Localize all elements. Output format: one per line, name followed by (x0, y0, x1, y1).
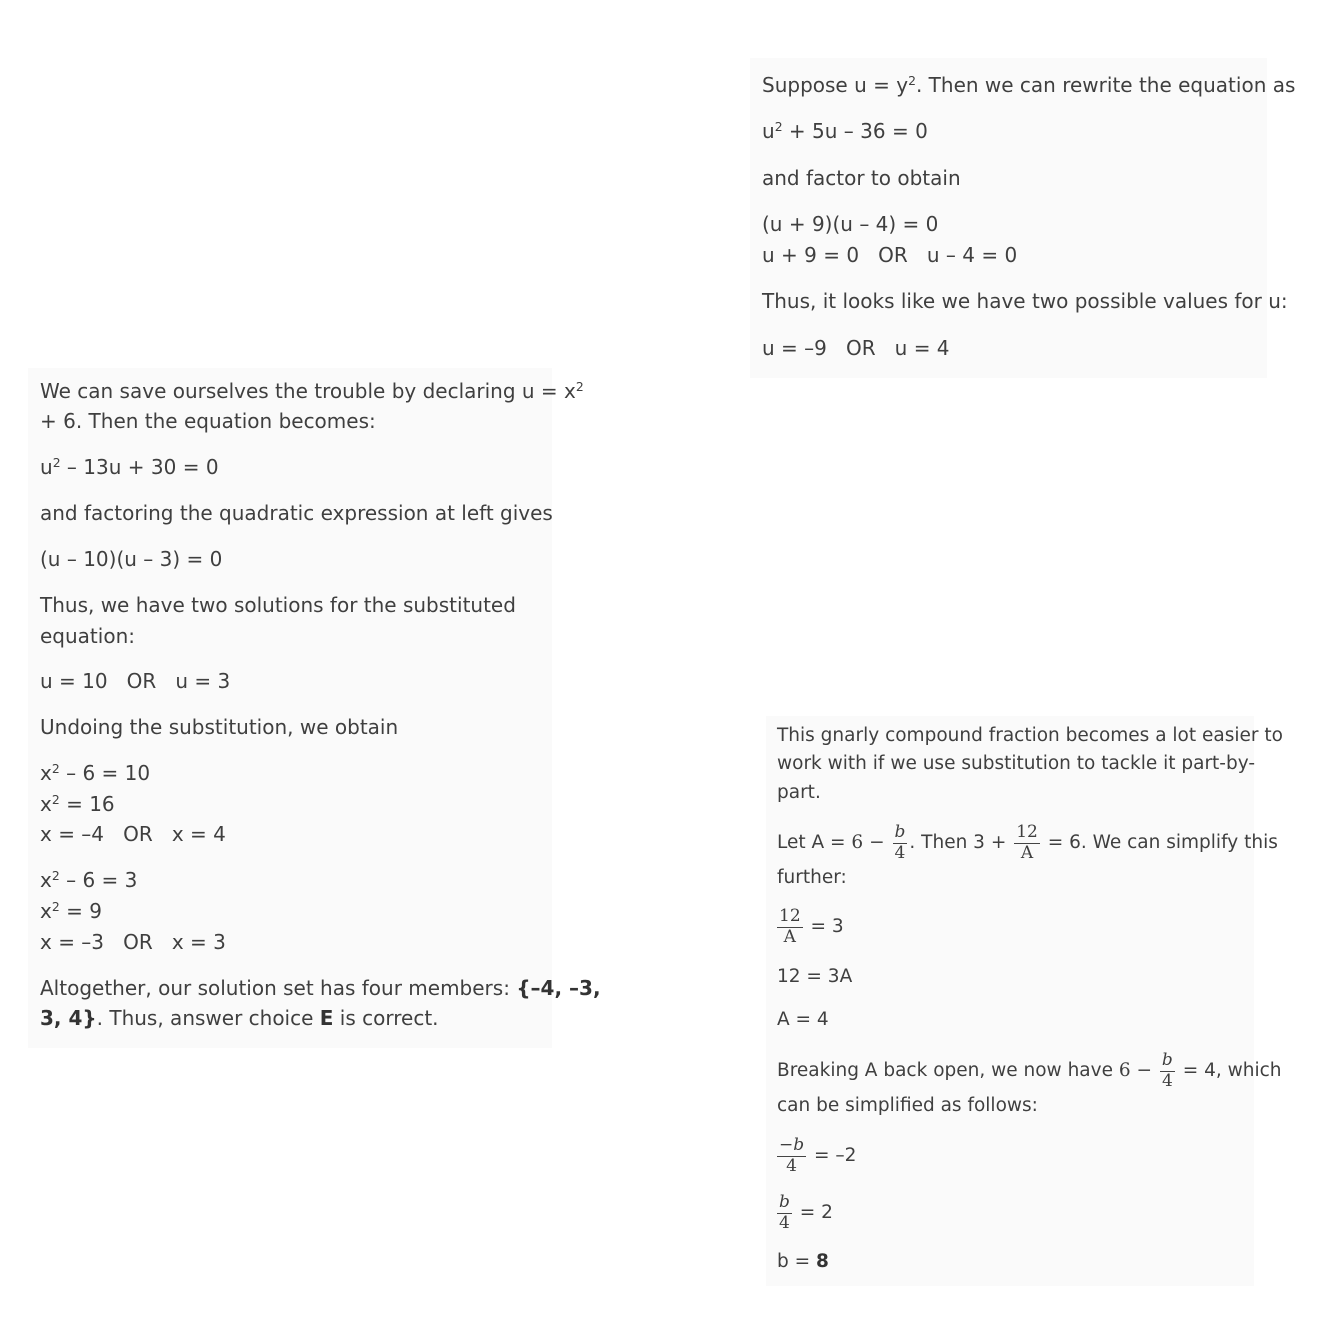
text: Breaking A back open, we now have (777, 1060, 1119, 1081)
final-answer: 8 (816, 1251, 829, 1272)
superscript: 2 (51, 868, 60, 884)
superscript: 2 (51, 899, 60, 915)
equation-line (777, 902, 844, 952)
equation-line (40, 759, 150, 787)
text: = –2 (808, 1145, 857, 1166)
solution-set: 3, 4} (40, 1006, 97, 1030)
equation-line (40, 453, 219, 481)
equation-line (40, 897, 102, 925)
text: = 3 (804, 916, 844, 937)
numerator: 12 (1016, 821, 1038, 842)
equation-line: (u – 10)(u – 3) = 0 (40, 547, 223, 571)
fraction-b-over-4 (893, 821, 908, 863)
text: u (762, 119, 775, 143)
text-line: work with if we use substitution to tackle it part-by- (777, 753, 1256, 774)
equation-line (777, 1188, 833, 1238)
superscript: 2 (51, 761, 60, 777)
equation-line (777, 1249, 829, 1275)
text: Altogether, our solution set has four members: (40, 976, 517, 1000)
text: b = (777, 1251, 817, 1272)
denominator: 4 (786, 1155, 797, 1176)
denominator: 4 (779, 1212, 790, 1233)
text-line: Undoing the substitution, we obtain (40, 715, 399, 739)
text-line: further: (777, 867, 847, 888)
minus-sign: − (869, 832, 885, 853)
equation-line (777, 1046, 1282, 1096)
equation-line (762, 117, 928, 145)
text: x (40, 899, 52, 923)
number: 6 (1118, 1060, 1131, 1081)
text: = 4, which (1176, 1060, 1282, 1081)
equation-line (40, 790, 115, 818)
denominator: A (1020, 842, 1034, 863)
text-line: part. (777, 782, 821, 803)
text: u (40, 455, 53, 479)
numerator: b (1161, 1049, 1173, 1070)
text: x (40, 792, 52, 816)
numerator: b (779, 1191, 790, 1212)
text-line: + 6. Then the equation becomes: (40, 409, 376, 433)
text: = 9 (59, 899, 102, 923)
text-line: Thus, it looks like we have two possible values for u: (762, 289, 1288, 313)
text: x (40, 761, 52, 785)
text-line: can be simplified as follows: (777, 1095, 1038, 1116)
text: Suppose u = y (762, 73, 909, 97)
solution-panel-left (28, 368, 601, 1048)
fraction-b-over-4 (777, 1191, 792, 1233)
text-line (40, 377, 584, 405)
text: is correct. (333, 1006, 439, 1030)
text-line (762, 71, 1295, 99)
superscript: 2 (52, 455, 61, 471)
text: = 16 (59, 792, 115, 816)
text: x (40, 868, 52, 892)
equation-line: u + 9 = 0 OR u – 4 = 0 (762, 243, 1018, 267)
equation-line: x = –3 OR x = 3 (40, 930, 226, 954)
text: – 6 = 3 (59, 868, 138, 892)
equation-line: 12 = 3A (777, 966, 853, 987)
equation-line (40, 866, 137, 894)
number: 6 (851, 832, 864, 853)
text: – 6 = 10 (59, 761, 151, 785)
answer-choice: E (319, 1006, 334, 1030)
equation-line: (u + 9)(u – 4) = 0 (762, 212, 939, 236)
solution-panel-top-right (750, 58, 1296, 378)
text-line: This gnarly compound fraction becomes a lot easier to (777, 725, 1283, 746)
numerator: 12 (779, 905, 801, 926)
fraction-12-over-A (777, 905, 803, 947)
numerator: −b (779, 1134, 805, 1155)
equation-line (777, 819, 1278, 867)
minus-sign: − (1136, 1060, 1153, 1081)
text-line: equation: (40, 624, 135, 648)
superscript: 2 (575, 379, 584, 395)
equation-line: u = –9 OR u = 4 (762, 336, 950, 360)
denominator: 4 (894, 842, 906, 863)
text: . Thus, answer choice (96, 1006, 320, 1030)
text-line (40, 1004, 439, 1032)
numerator: b (894, 821, 906, 842)
equation-line (777, 1130, 856, 1182)
fraction-12-over-A (1014, 821, 1040, 863)
solution-panel-bottom-right (766, 716, 1283, 1286)
fraction-b-over-4 (1160, 1049, 1175, 1091)
text: = 6. We can simplify this (1041, 832, 1278, 853)
equation-line: x = –4 OR x = 4 (40, 822, 226, 846)
equation-line: u = 10 OR u = 3 (40, 669, 231, 693)
text-line: Thus, we have two solutions for the substituted (40, 593, 516, 617)
text: = 2 (793, 1202, 833, 1223)
text-line: and factoring the quadratic expression at left gives (40, 501, 553, 525)
text: Let A = (777, 832, 852, 853)
denominator: 4 (1161, 1070, 1173, 1091)
text: – 13u + 30 = 0 (60, 455, 219, 479)
fraction-neg-b-over-4 (777, 1134, 806, 1176)
text: . Then 3 + (909, 832, 1013, 853)
text: . Then we can rewrite the equation as (915, 73, 1296, 97)
text: + 5u – 36 = 0 (782, 119, 928, 143)
equation-line: A = 4 (777, 1009, 829, 1030)
text-line: and factor to obtain (762, 166, 961, 190)
superscript: 2 (774, 119, 783, 135)
superscript: 2 (908, 73, 916, 89)
text: We can save ourselves the trouble by declaring u = x (40, 379, 576, 403)
denominator: A (783, 926, 796, 947)
superscript: 2 (51, 792, 60, 808)
solution-set: {–4, –3, (516, 976, 601, 1000)
text-line (40, 974, 601, 1002)
